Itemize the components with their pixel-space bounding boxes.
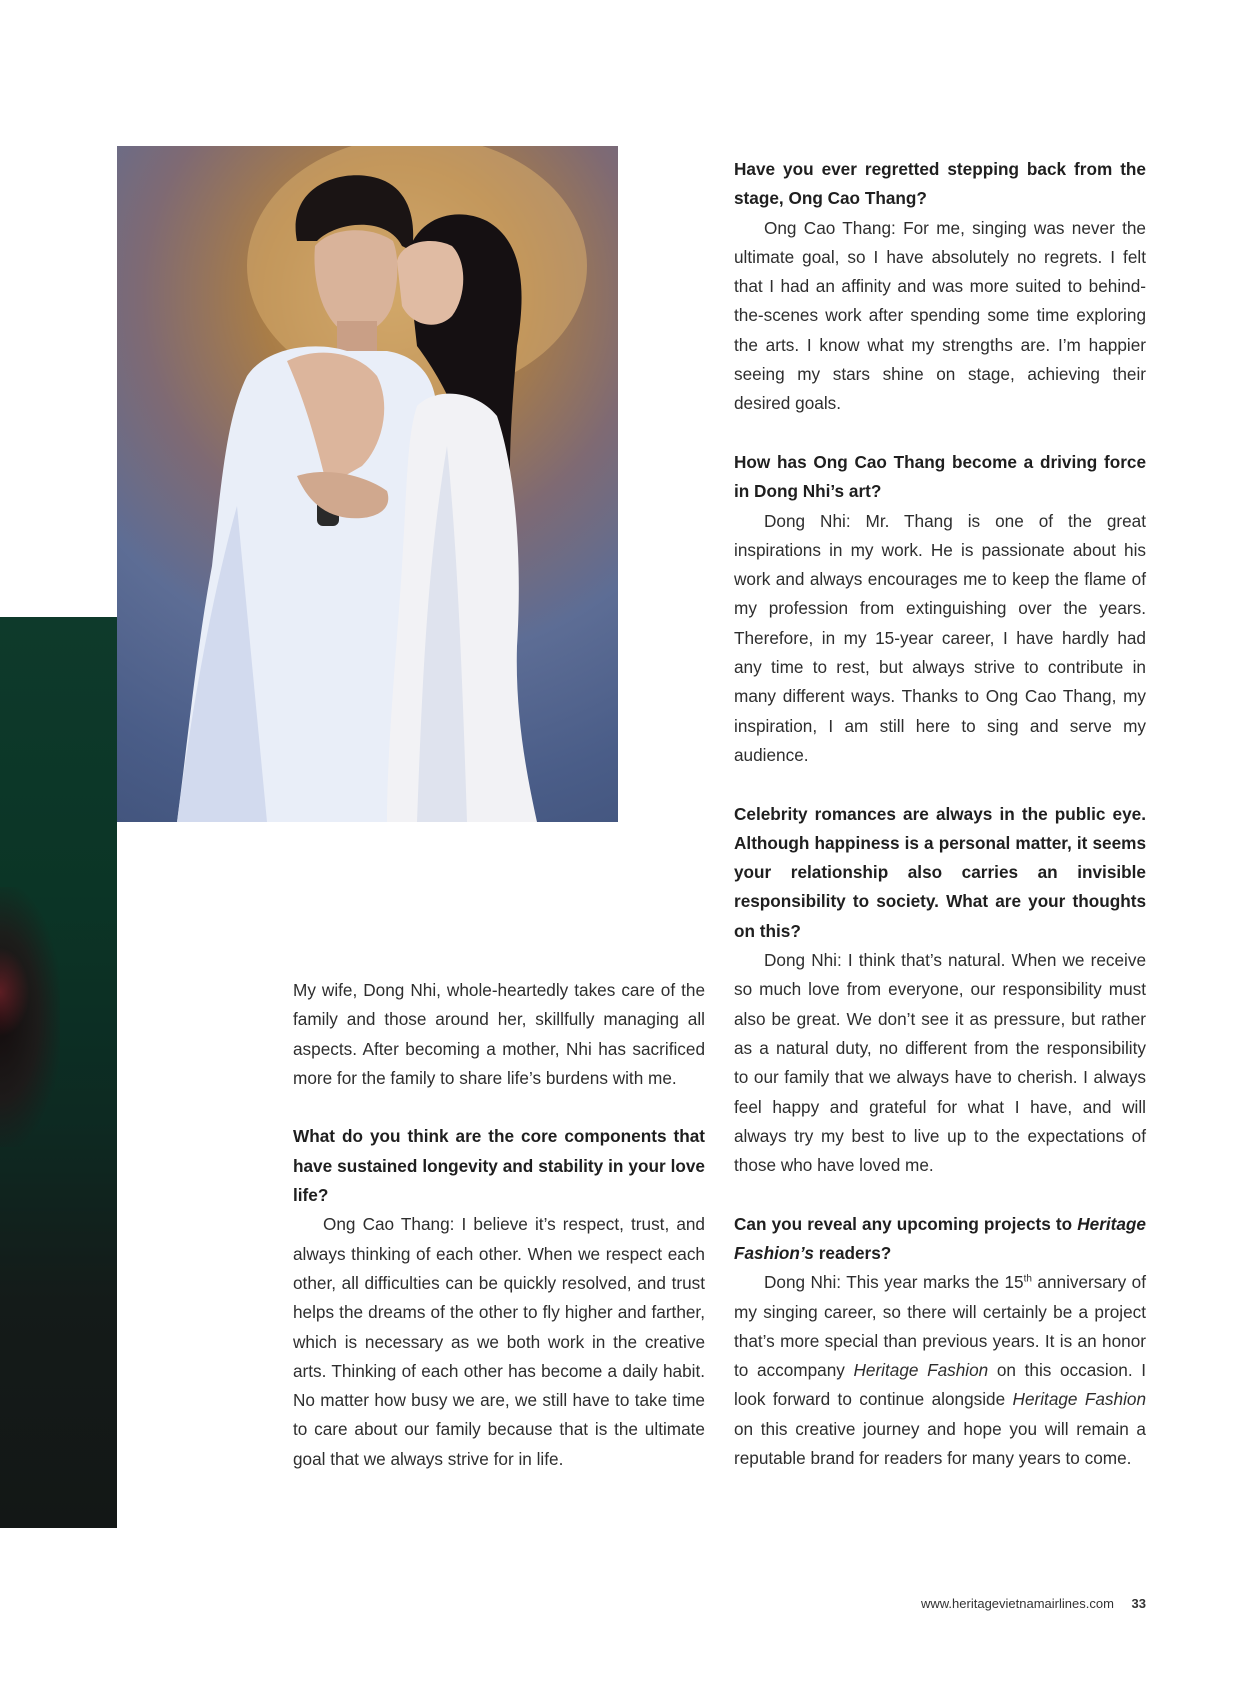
- q5-italic: Heritage Fashion’s: [734, 1213, 1146, 1263]
- couple-photo: [117, 146, 618, 822]
- paragraph-gap: [293, 1093, 705, 1122]
- right-text-column: [734, 155, 1146, 1473]
- paragraph-gap: [734, 1180, 1146, 1209]
- answer-core-components: Ong Cao Thang: I believe it’s respect, trust, and always thinking of each other. When we respect each other, all difficulties can be quickly resolved, and trust helps the dreams of the other to fly higher and farther, which is necessary as we both work in the creative arts. Thinking of each other has become a daily habit. No matter how busy we are, we still have to take time to care about our family because that is the ultimate goal that we always strive for in life.: [293, 1214, 705, 1469]
- website-url: www.heritagevietnamairlines.com: [920, 1596, 1114, 1611]
- a5-p2: anniversary of my singing career, so there will certainly be a project that’s more special than previous years. It is an honor to accompany: [734, 1272, 1146, 1381]
- answer-driving-force: Dong Nhi: Mr. Thang is one of the great inspirations in my work. He is passionate about his work and always encourages me to keep the flame of my profession from extinguishing over the years. Therefore, in my 15-year career, I have hardly had any time to rest, but always strive to contribute in many different ways. Thanks to Ong Cao Thang, my inspiration, I am still here to sing and serve my audience.: [734, 510, 1146, 765]
- a5-sup: th: [1023, 1273, 1032, 1285]
- answer-upcoming-projects: [734, 1268, 1146, 1473]
- a5-p1: Dong Nhi: This year marks the 15: [764, 1272, 1024, 1293]
- a5-italic-1: Heritage Fashion: [853, 1360, 989, 1381]
- a5-italic-2: Heritage Fashion: [1012, 1389, 1146, 1410]
- page-number: 33: [1131, 1596, 1146, 1611]
- q5-before: Can you reveal any upcoming projects to: [734, 1213, 1078, 1234]
- paragraph-wife: My wife, Dong Nhi, whole-heartedly takes care of the family and those around her, skillfully managing all aspects. After becoming a mother, Nhi has sacrificed more for the family to share life’s burdens with me.: [293, 980, 705, 1088]
- adjacent-photo-edge: [0, 617, 117, 1528]
- a5-p3: on this occasion. I look forward to continue alongside: [734, 1360, 1146, 1410]
- a5-p4: on this creative journey and hope you will remain a reputable brand for readers for many years to come.: [734, 1418, 1146, 1469]
- question-core-components: What do you think are the core components that have sustained longevity and stability in your love life?: [293, 1126, 705, 1206]
- question-upcoming-projects: [734, 1210, 1146, 1269]
- paragraph-gap: [734, 770, 1146, 799]
- couple-illustration: [117, 146, 618, 822]
- q5-after: readers?: [813, 1242, 892, 1263]
- question-regret: Have you ever regretted stepping back from the stage, Ong Cao Thang?: [734, 159, 1146, 209]
- answer-public-eye: Dong Nhi: I think that’s natural. When we receive so much love from everyone, our responsibility must also be great. We don’t see it as pressure, but rather as a natural duty, no different from the responsibility to our family that we always have to cherish. I always feel happy and grateful for what I have, and will always try my best to live up to the expectations of those who have loved me.: [734, 950, 1146, 1176]
- left-text-column: [293, 976, 705, 1474]
- question-public-eye: Celebrity romances are always in the public eye. Although happiness is a personal matter, it seems your relationship also carries an invisible responsibility to society. What are your thoughts on this?: [734, 803, 1146, 941]
- answer-regret: Ong Cao Thang: For me, singing was never the ultimate goal, so I have absolutely no regrets. I felt that I had an affinity and was more suited to behind-the-scenes work after spending some time exploring the arts. I know what my strengths are. I’m happier seeing my stars shine on stage, achieving their desired goals.: [734, 217, 1146, 414]
- red-glow: [0, 947, 30, 1037]
- question-driving-force: How has Ong Cao Thang become a driving force in Dong Nhi’s art?: [734, 451, 1146, 502]
- paragraph-gap: [734, 419, 1146, 448]
- page-footer: [921, 1596, 1146, 1611]
